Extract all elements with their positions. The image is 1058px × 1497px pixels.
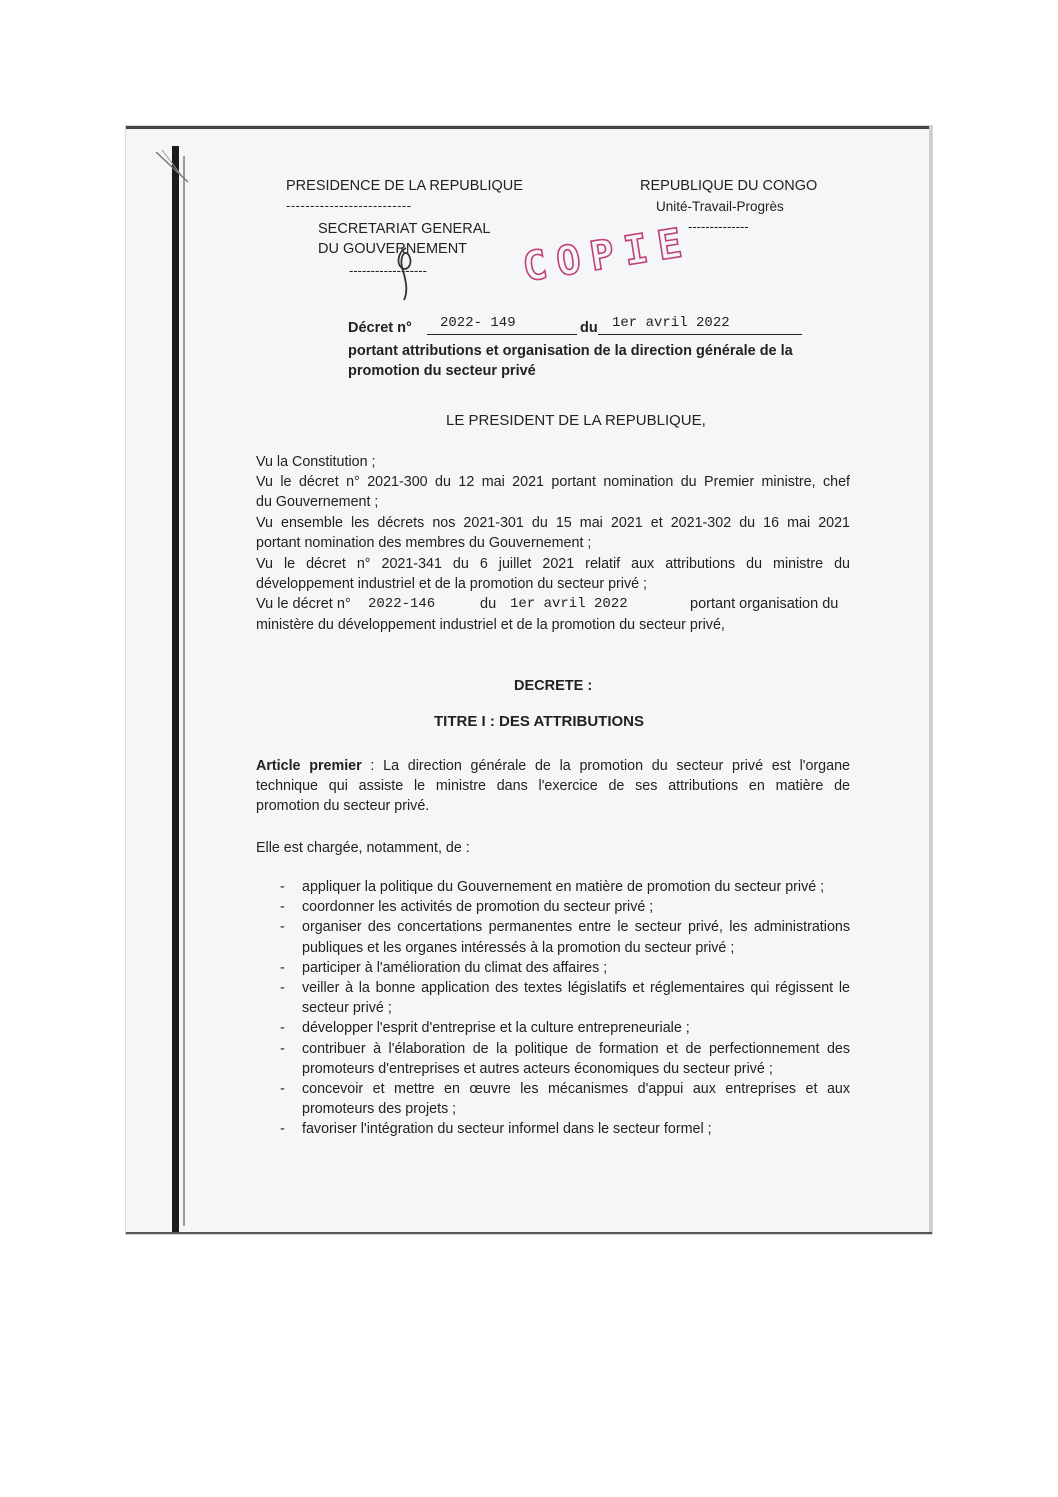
list-item [280,958,850,978]
visa-5-du: du [480,596,497,612]
visa-3b [256,533,850,554]
visa-line: développement industriel et de la promotion du secteur privé ; [256,576,648,592]
presidence-heading: PRESIDENCE DE LA REPUBLIQUE [286,178,523,194]
binding-shadow [183,156,185,1226]
article-label: Article premier [256,758,362,774]
list-item [280,877,850,897]
visa-line: Vu le décret n° 2021-341 du 6 juillet 2021 relatif aux attributions du ministre du [256,556,850,572]
list-item-text: appliquer la politique du Gouvernement en matière de promotion du secteur privé ; [302,879,825,895]
staple-mark-icon [152,148,192,188]
decree-subject-line1: portant attributions et organisation de la direction générale de la [348,343,793,359]
signature-mark-icon [388,244,424,304]
intro-text: Elle est chargée, notamment, de : [256,840,470,856]
title-heading: TITRE I : DES ATTRIBUTIONS [434,713,644,730]
dash-marker: - [280,1081,285,1098]
secretariat-line1: SECRETARIAT GENERAL [318,221,491,237]
list-item-text: contribuer à l'élaboration de la politique de formation et de perfectionnement des promoteurs d'entreprises et autres acteurs économiques du secteur privé ; [302,1040,850,1077]
list-item-text: favoriser l'intégration du secteur informel dans le secteur formel ; [302,1121,712,1138]
list-item [280,1039,850,1079]
article-text: : La direction générale de la promotion du secteur privé est l'organe [361,758,850,774]
article-line2 [256,776,850,797]
dash-marker: - [280,980,285,997]
visa-line: portant nomination des membres du Gouvernement ; [256,535,592,551]
list-item-text: organiser des concertations permanentes entre le secteur privé, les administrations publiques et les organes intéressés à la promotion du secteur privé ; [302,919,850,956]
visa-4a [256,554,850,575]
list-item [280,897,850,917]
list-item-text: veiller à la bonne application des textes législatifs et réglementaires qui régissent le secteur privé ; [302,980,850,1017]
visa-5-prefix: Vu le décret n° [256,596,351,612]
dash-marker: - [280,1040,285,1057]
article-line1 [256,756,850,777]
visa-5-date: 1er avril 2022 [510,596,628,612]
article-text: technique qui assiste le ministre dans l'exercice de ses attributions en matière de [256,778,850,794]
decrete-heading: DECRETE : [514,678,593,694]
visa-line: Vu la Constitution ; [256,454,376,470]
secretariat-line2: DU GOUVERNEMENT [318,241,468,257]
dash-marker: - [280,959,285,976]
list-item [280,1018,850,1038]
list-item-text: concevoir et mettre en œuvre les mécanismes d'appui aux entreprises et aux promoteurs des projets ; [302,1081,850,1118]
visa-4b [256,574,850,595]
list-item-text: participer à l'amélioration du climat des affaires ; [302,959,608,976]
page-right-edge [929,126,932,1234]
dash-marker: - [280,1020,285,1037]
decree-number: 2022- 149 [440,315,516,331]
dash-marker: - [280,1121,285,1138]
page-bottom-edge [126,1232,932,1234]
heading-separator: -------------------------- [286,198,412,213]
list-item [280,1079,850,1119]
visa-5-suffix: portant organisation du [690,596,839,612]
page-top-edge [126,126,932,129]
visa-3a [256,513,850,534]
list-item [280,917,850,957]
visa-2a [256,472,850,493]
decree-du: du [580,320,598,336]
decree-subject-line2: promotion du secteur privé [348,363,536,379]
list-item-text: coordonner les activités de promotion du secteur privé ; [302,899,654,916]
dash-marker: - [280,919,285,936]
visa-1 [256,452,850,473]
republic-motto: Unité-Travail-Progrès [656,199,784,214]
visa-line: Vu ensemble les décrets nos 2021-301 du 15 mai 2021 et 2021-302 du 16 mai 2021 [256,515,850,531]
article-line3 [256,796,850,817]
decree-date-underline [598,334,802,335]
list-item [280,978,850,1018]
visa-line: du Gouvernement ; [256,494,379,510]
decree-label: Décret n° [348,320,412,336]
president-heading: LE PRESIDENT DE LA REPUBLIQUE, [446,412,706,429]
dash-marker: - [280,899,285,916]
visa-line: ministère du développement industriel et de la promotion du secteur privé, [256,617,725,633]
article-text: promotion du secteur privé. [256,798,430,814]
list-item [280,1119,850,1139]
secretariat-separator: ------------------ [349,263,427,278]
dash-marker: - [280,879,285,895]
visa-5-number: 2022-146 [368,596,436,612]
copie-stamp: COPIE [519,218,695,292]
decree-number-underline [427,334,577,335]
republic-separator: -------------- [688,219,749,234]
visa-line: Vu le décret n° 2021-300 du 12 mai 2021 portant nomination du Premier ministre, chef [256,474,850,490]
decree-date: 1er avril 2022 [612,315,730,331]
visa-5b [256,615,850,636]
intro-line [256,838,850,859]
list-item-text: développer l'esprit d'entreprise et la culture entrepreneuriale ; [302,1020,690,1037]
attributions-list [280,877,850,1140]
visa-2b [256,492,850,513]
binding-bar [172,146,179,1234]
republic-heading: REPUBLIQUE DU CONGO [640,178,818,194]
